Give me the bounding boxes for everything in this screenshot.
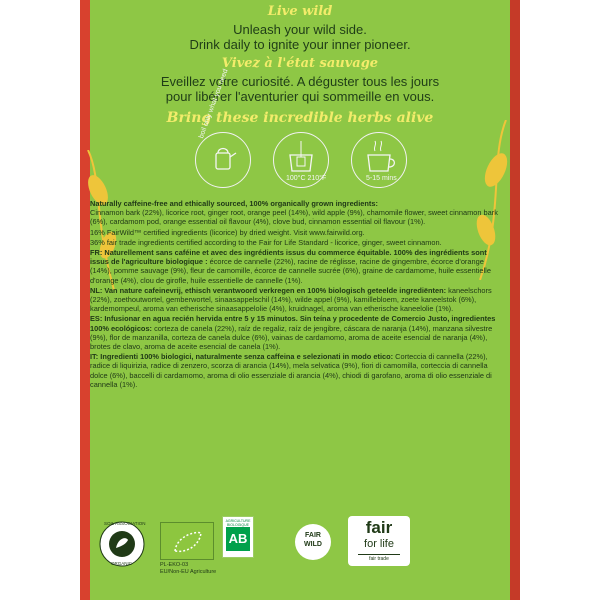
fair-trade-text: fair trade <box>358 554 400 563</box>
eu-code-text: PL-EKO-03 <box>160 562 189 568</box>
kettle-icon <box>195 68 251 188</box>
ab-small-text: AGRICULTURE BIOLOGIQUE <box>225 519 251 527</box>
tagline-en-1: Unleash your wild side. <box>233 22 367 37</box>
bring-herbs-heading: Bring these incredible herbs alive <box>166 110 434 126</box>
ingredients-en-body: Cinnamon bark (22%), licorice root, ginger root, orange peel (14%), wild apple (9%), chamomile flower, sweet cinnamon bark (6%), cardamom pod, orange essential oil flavour (4%), clove bud, cinnamon essential oil flavour (1%). <box>90 208 498 227</box>
fairwild-text-2: WILD <box>304 541 322 548</box>
box-left-edge <box>80 0 90 600</box>
ab-logo <box>222 516 254 558</box>
steep-time-label: 5-15 mins <box>366 175 397 182</box>
fair-for-life-text-1: fair <box>365 518 393 537</box>
ingredients-fr-body: écorce de cannelle (22%), racine de réglisse, racine de gingembre, écorce d'orange (14%), pomme sauvage (9%), fleur de camomille, écorce de cannelle sucrée (6%), graine de cardamome, huile essentielle d'orange (4%), clou de girofle, huile essentielle de cannelle (1%). <box>90 257 491 285</box>
fair-for-life-logo <box>348 516 410 566</box>
certification-logos <box>90 510 510 600</box>
soil-association-text: SOIL ASSOCIATION <box>104 521 146 526</box>
ingredients-es-lead: ES: Infusionar en agua recién hervida entre 5 y 15 minutos. Sin teína y procedente de Comercio Justo, ingredientes 100% ecológicos: <box>90 314 496 333</box>
fairwild-note: 16% FairWild™ certified ingredients (licorice) by dried weight. Visit www.fairwild.org. <box>90 227 365 237</box>
kettle-label: boil only what you need <box>198 68 230 140</box>
tagline-en-2: Drink daily to ignite your inner pioneer. <box>189 37 411 52</box>
tagline-fr-2: pour libérer l'aventurier qui sommeille en vous. <box>165 89 435 104</box>
timer-cup-icon <box>351 132 407 188</box>
ingredients-en-lead: Naturally caffeine-free and ethically sourced, 100% organically grown ingredients: <box>90 199 378 208</box>
ingredients-es-body: corteza de canela (22%), raíz de regaliz, raíz de jengibre, cáscara de naranja (14%), manzana silvestre (9%), flor de manzanilla, corteza de canela dulce (6%), vainas de cardamomo, aroma de aceite esencial de naranja (4%), brotes de clavo, aroma de aceite esencial de canela (1%). <box>90 323 493 352</box>
fairwild-text-1: FAIR <box>305 532 321 539</box>
ingredients-fr-lead: FR: Naturellement sans caféine et avec des ingrédients issus du commerce équitable. 100% des ingrédients sont issus de l'agriculture biologique : <box>90 248 487 267</box>
eu-origin-text: EU/Non-EU Agriculture <box>160 569 217 575</box>
soil-association-logo <box>98 520 146 568</box>
ingredients-nl-body: kaneelschors (22%), zoethoutwortel, gemberwortel, sinaasappelschil (14%), wilde appel (9%), kamillebloem, zoete kaneelstok (6%), kardemompeul, aroma van etherische sinaasappelolie (4%), kruidnagel, aroma van etherische kaneelolie (1%). <box>90 285 492 314</box>
organic-text: ORGANIC <box>111 561 133 566</box>
vivez-heading: Vivez à l'état sauvage <box>221 56 379 71</box>
live-wild-heading: Live wild <box>267 4 333 19</box>
temperature-label: 100°C 210°F <box>286 175 327 182</box>
ab-text: AB <box>226 527 250 551</box>
fairforlife-note: 36% fair trade ingredients certified according to the Fair for Life Standard - licorice, ginger, sweet cinnamon. <box>90 237 442 247</box>
fair-for-life-text-2: for life <box>364 538 394 550</box>
tagline-fr-1: Eveillez votre curiosité. A déguster tous les jours <box>160 74 440 89</box>
fairwild-logo <box>295 524 331 560</box>
teabag-cup-icon <box>273 132 329 188</box>
ingredients-it-lead: IT: Ingredienti 100% biologici, naturalmente senza caffeina e selezionati in modo etico: <box>90 352 394 362</box>
ingredients-block <box>90 199 500 390</box>
ingredients-it-body: Corteccia di cannella (22%), radice di liquirizia, radice di zenzero, scorza di arancia (14%), mela selvatica (9%), fiori di camomilla, corteccia di cannella dolce (6%), baccelli di cardamomo, aroma di olio essenziale di arancia (4%), chiodi di garofano, aroma di olio essenziale di cannella (1%). <box>90 352 492 389</box>
ingredients-nl-lead: NL: Van nature cafeinevrij, ethisch verantwoord verkregen en 100% biologisch geteelde ingrediënten: <box>90 285 447 295</box>
box-right-edge <box>510 0 520 600</box>
eu-organic-logo <box>160 522 214 560</box>
